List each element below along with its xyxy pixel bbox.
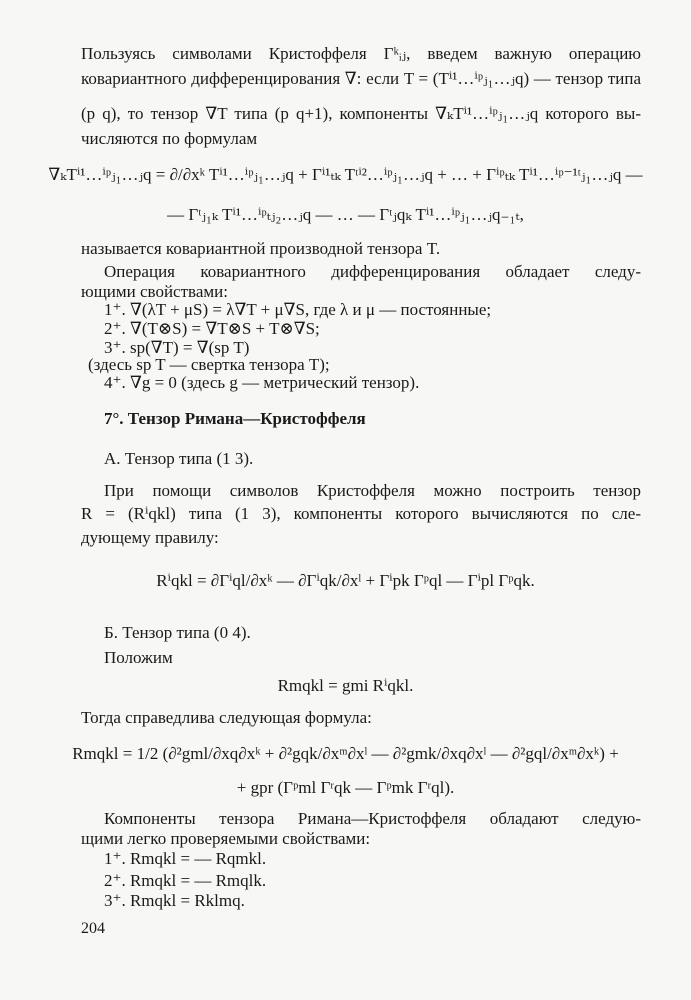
property-item: 3⁺. sp(∇T) = ∇(sp T)	[104, 338, 250, 357]
text-line: ковариантного дифференцирования ∇: если T = (Tⁱ¹…ⁱᵖⱼ₁…ⱼq) — тензор типа	[81, 69, 641, 88]
text-line: R = (Rⁱqkl) типа (1 3), компоненты которого вычисляются по сле-	[81, 504, 641, 523]
text-line: При помощи символов Кристоффеля можно построить тензор	[104, 481, 641, 500]
section-heading: 7°. Тензор Римана—Кристоффеля	[104, 409, 366, 428]
property-item: 1⁺. ∇(λT + μS) = λ∇T + μ∇S, где λ и μ — постоянные;	[104, 300, 492, 319]
text-line: дующему правилу:	[81, 528, 219, 547]
text-line: щими легко проверяемыми свойствами:	[81, 829, 371, 848]
text-line: Операция ковариантного дифференцирования обладает следу-	[104, 262, 641, 281]
property-item: 1⁺. Rmqkl = — Rqmkl.	[104, 849, 267, 868]
text-line: (p q), то тензор ∇T типа (p q+1), компоненты ∇ₖTⁱ¹…ⁱᵖⱼ₁…ⱼq которого вы-	[81, 104, 641, 123]
formula-riemann-04-cont: + gpr (Γᵖml Γʳqk — Γᵖmk Γʳql).	[236, 778, 455, 797]
text-line: Компоненты тензора Римана—Кристоффеля обладают следую-	[104, 809, 641, 828]
subsection-heading: Б. Тензор типа (0 4).	[104, 623, 251, 642]
page-number: 204	[81, 920, 105, 937]
text-line: числяются по формулам	[81, 129, 258, 148]
formula-riemann-04: Rmqkl = 1/2 (∂²gml/∂xq∂xᵏ + ∂²gqk/∂xᵐ∂xˡ — ∂²gmk/∂xq∂xˡ — ∂²gql/∂xᵐ∂xᵏ) +	[72, 744, 619, 763]
formula-covariant-derivative-cont: — Γᵗⱼ₁ₖ Tⁱ¹…ⁱᵖₜⱼ₂…ⱼq — … — Γᵗⱼqₖ Tⁱ¹…ⁱᵖⱼ₁…ⱼq₋₁ₜ,	[167, 205, 524, 224]
property-item: 3⁺. Rmqkl = Rklmq.	[104, 891, 245, 910]
property-item: 2⁺. ∇(T⊗S) = ∇T⊗S + T⊗∇S;	[104, 319, 320, 338]
text-line: Положим	[104, 648, 173, 667]
text-line: Пользуясь символами Кристоффеля Γᵏᵢⱼ, введем важную операцию	[81, 44, 641, 63]
text-line: называется ковариантной производной тензора T.	[81, 239, 441, 258]
property-item: 4⁺. ∇g = 0 (здесь g — метрический тензор).	[104, 373, 420, 392]
formula-riemann-13: Rⁱqkl = ∂Γⁱql/∂xᵏ — ∂Γⁱqk/∂xˡ + Γⁱpk Γᵖql — Γⁱpl Γᵖqk.	[156, 571, 535, 590]
text-line: Тогда справедлива следующая формула:	[81, 708, 372, 727]
formula-covariant-derivative: ∇ₖTⁱ¹…ⁱᵖⱼ₁…ⱼq = ∂/∂xᵏ Tⁱ¹…ⁱᵖⱼ₁…ⱼq + Γⁱ¹ₜₖ Tᵗⁱ²…ⁱᵖⱼ₁…ⱼq + … + Γⁱᵖₜₖ Tⁱ¹…ⁱᵖ⁻¹ᵗⱼ₁…ⱼq —	[48, 165, 643, 184]
subsection-heading: А. Тензор типа (1 3).	[104, 449, 254, 468]
property-item: 2⁺. Rmqkl = — Rmqlk.	[104, 871, 267, 890]
text-line: ющими свойствами:	[81, 282, 228, 301]
text-line: (здесь sp T — свертка тензора T);	[88, 355, 330, 374]
formula-riemann-lowered: Rmqkl = gmi Rⁱqkl.	[277, 676, 414, 695]
